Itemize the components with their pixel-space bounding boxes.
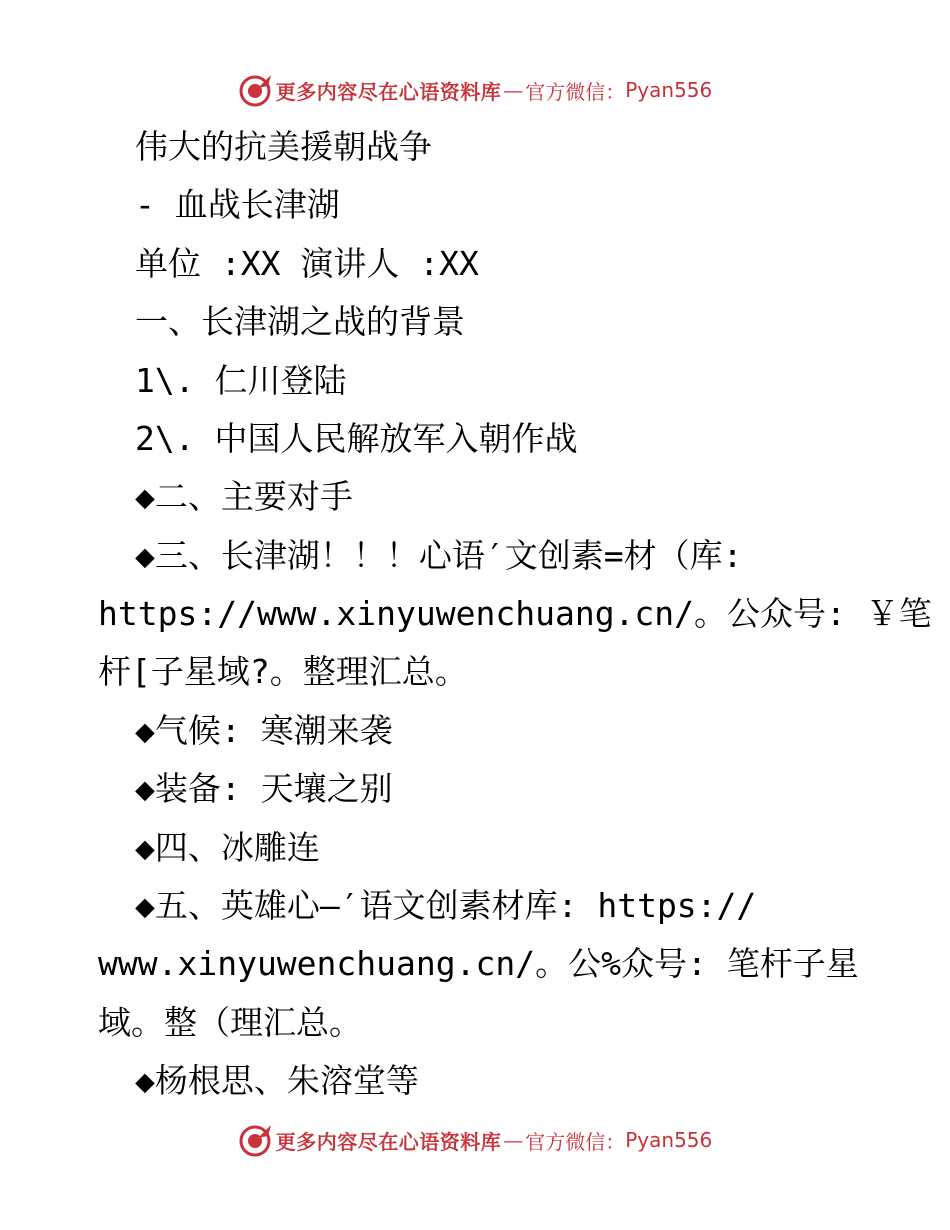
paragraph-line: https://www.xinyuwenchuang.cn/。公众号: ￥笔 <box>98 594 932 633</box>
bullet-item: ◆装备: 天壤之别 <box>135 769 393 808</box>
bullet-item: ◆气候: 寒潮来袭 <box>135 711 393 750</box>
banner-label: 官方微信： <box>525 1129 626 1154</box>
section-heading: 一、长津湖之战的背景 <box>135 302 465 341</box>
bullet-item: ◆五、英雄心—′语文创素材库: https:// <box>135 886 757 925</box>
banner-dash: — <box>503 78 524 102</box>
paragraph-line: 域。整（理汇总。 <box>98 1003 362 1042</box>
bullet-item: ◆二、主要对手 <box>135 477 353 516</box>
banner-wechat-id: Pyan556 <box>625 78 713 102</box>
bullet-item: ◆杨根思、朱溶堂等 <box>135 1061 419 1100</box>
quill-logo-icon <box>238 1122 274 1158</box>
header-banner <box>0 70 950 110</box>
bullet-item: ◆四、冰雕连 <box>135 828 320 867</box>
list-item: 1\. 仁川登陆 <box>135 361 347 400</box>
document-subtitle: - 血战长津湖 <box>135 185 340 224</box>
quill-logo-icon <box>238 72 274 108</box>
paragraph-line: www.xinyuwenchuang.cn/。公%众号: 笔杆子星 <box>98 944 859 983</box>
speaker-info: 单位 :XX 演讲人 :XX <box>135 244 479 283</box>
paragraph-line: 杆[子星域?。整理汇总。 <box>98 652 468 691</box>
banner-text: 更多内容尽在心语资料库 <box>275 1129 502 1154</box>
document-title: 伟大的抗美援朝战争 <box>135 127 432 166</box>
footer-banner <box>0 1120 950 1160</box>
banner-dash: — <box>503 1128 524 1152</box>
banner-wechat-id: Pyan556 <box>625 1128 713 1152</box>
list-item: 2\. 中国人民解放军入朝作战 <box>135 419 578 458</box>
banner-text: 更多内容尽在心语资料库 <box>275 79 502 104</box>
bullet-item: ◆三、长津湖！！！心语′文创素=材（库: <box>135 536 743 575</box>
banner-label: 官方微信： <box>525 79 626 104</box>
